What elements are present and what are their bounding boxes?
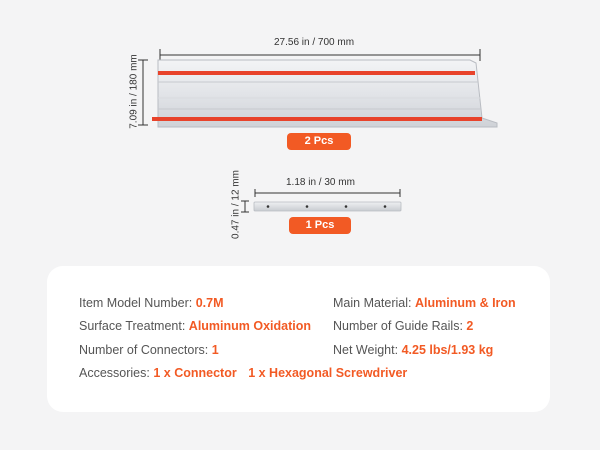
specifications-card — [47, 266, 550, 412]
spec-accessories — [79, 366, 407, 380]
rail-top-stripe — [158, 71, 475, 75]
rail-quantity-badge: 2 Pcs — [287, 133, 351, 150]
connector-height-label: 0.47 in / 12 mm — [230, 170, 242, 239]
spec-net-weight — [333, 343, 493, 357]
spec-value: 1 x Connector — [153, 366, 237, 380]
rail-bottom-stripe — [152, 117, 482, 121]
spec-guide-rails — [333, 319, 473, 333]
spec-label: Accessories: — [79, 366, 150, 380]
spec-label: Item Model Number: — [79, 296, 193, 310]
spec-value: 1 x Hexagonal Screwdriver — [248, 366, 408, 380]
connector-height-dimension — [241, 201, 249, 212]
spec-model-number — [79, 296, 224, 310]
spec-connectors — [79, 343, 219, 357]
guide-rail-shape — [152, 60, 497, 127]
spec-value: 4.25 lbs/1.93 kg — [401, 343, 494, 357]
rail-height-label: 7.09 in / 180 mm — [128, 54, 140, 129]
spec-surface-treatment — [79, 319, 311, 333]
spec-label: Surface Treatment: — [79, 319, 186, 333]
connector-quantity-badge: 1 Pcs — [289, 217, 351, 234]
spec-value: 1 — [211, 343, 219, 357]
rail-height-dimension — [138, 60, 148, 125]
spec-main-material — [333, 296, 516, 310]
rail-width-dimension — [160, 49, 480, 61]
connector-width-label: 1.18 in / 30 mm — [286, 177, 355, 188]
connector-shape — [254, 202, 401, 211]
spec-value: Aluminum Oxidation — [188, 319, 312, 333]
spec-label: Net Weight: — [333, 343, 399, 357]
spec-value: Aluminum & Iron — [414, 296, 516, 310]
spec-value: 0.7M — [195, 296, 224, 310]
spec-label: Main Material: — [333, 296, 412, 310]
connector-width-dimension — [255, 189, 400, 197]
spec-value: 2 — [466, 319, 474, 333]
spec-label: Number of Connectors: — [79, 343, 209, 357]
spec-label: Number of Guide Rails: — [333, 319, 463, 333]
rail-width-label: 27.56 in / 700 mm — [274, 37, 355, 48]
